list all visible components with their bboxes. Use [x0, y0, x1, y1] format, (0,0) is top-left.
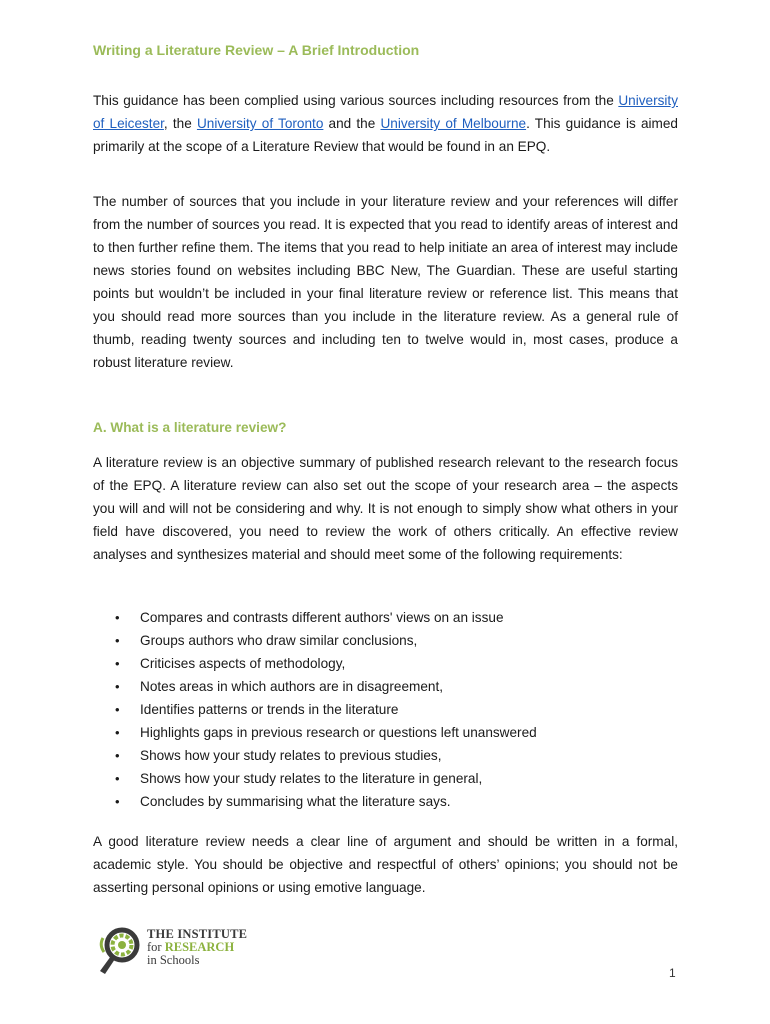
list-item: • Notes areas in which authors are in disagreement, [93, 675, 678, 698]
intro-text-start: This guidance has been complied using various sources including resources from the [93, 93, 619, 108]
sources-paragraph: The number of sources that you include in your literature review and your references will differ from the number of sources you read. It is expected that you read to identify areas of interest and to then further refine them. The items that you read to help initiate an area of interest may include news stories found on websites including BBC New, The Guardian. These are useful starting points but wouldn’t be included in your final literature review or reference list. This means that you should read more sources than you include in the literature review. As a general rule of thumb, reading twenty sources and including ten to twelve would in, most cases, produce a robust literature review. [93, 194, 678, 370]
requirements-list [93, 606, 678, 813]
logo-line-schools: in Schools [147, 953, 200, 967]
list-item: • Identifies patterns or trends in the literature [93, 698, 678, 721]
list-item: • Compares and contrasts different authors' views on an issue [93, 606, 678, 629]
list-item: • Shows how your study relates to the literature in general, [93, 767, 678, 790]
list-item: • Highlights gaps in previous research or questions left unanswered [93, 721, 678, 744]
logo-wordmark [147, 928, 247, 967]
logo-word-for: for [147, 940, 162, 954]
magnifier-logo-icon [95, 925, 145, 975]
list-item: • Groups authors who draw similar conclusions, [93, 629, 678, 652]
intro-text-end: . This guidance is aimed primarily at the scope of a Literature Review that would be found in an EPQ. [93, 116, 678, 154]
definition-paragraph: A literature review is an objective summary of published research relevant to the research focus of the EPQ. A literature review can also set out the scope of your research area – the aspects you will and will not be considering and why. It is not enough to simply show what others in your field have discovered, you need to review the work of others critically. An effective review analyses and synthesizes material and should meet some of the following requirements: [93, 455, 678, 562]
link-university-of-melbourne[interactable]: University of Melbourne [380, 116, 527, 131]
page-number: 1 [669, 966, 676, 980]
institute-logo [95, 925, 295, 975]
intro-text-separator: and the [323, 116, 381, 131]
section-a-heading: A. What is a literature review? [93, 420, 287, 435]
document-title: Writing a Literature Review – A Brief Introduction [93, 42, 420, 58]
list-item: • Concludes by summarising what the literature says. [93, 790, 678, 813]
intro-text-separator: , the [163, 116, 197, 131]
logo-word-research: RESEARCH [164, 940, 235, 954]
link-university-of-toronto[interactable]: University of Toronto [196, 116, 324, 131]
logo-line-institute: THE INSTITUTE [147, 927, 248, 941]
list-item: • Shows how your study relates to previous studies, [93, 744, 678, 767]
intro-paragraph [93, 89, 678, 158]
link-university-of-leicester[interactable]: University of Leicester [93, 93, 678, 131]
style-paragraph: A good literature review needs a clear line of argument and should be written in a formal, academic style. You should be objective and respectful of others’ opinions; you should not be asserting personal opinions or using emotive language. [93, 834, 678, 895]
list-item: • Criticises aspects of methodology, [93, 652, 678, 675]
